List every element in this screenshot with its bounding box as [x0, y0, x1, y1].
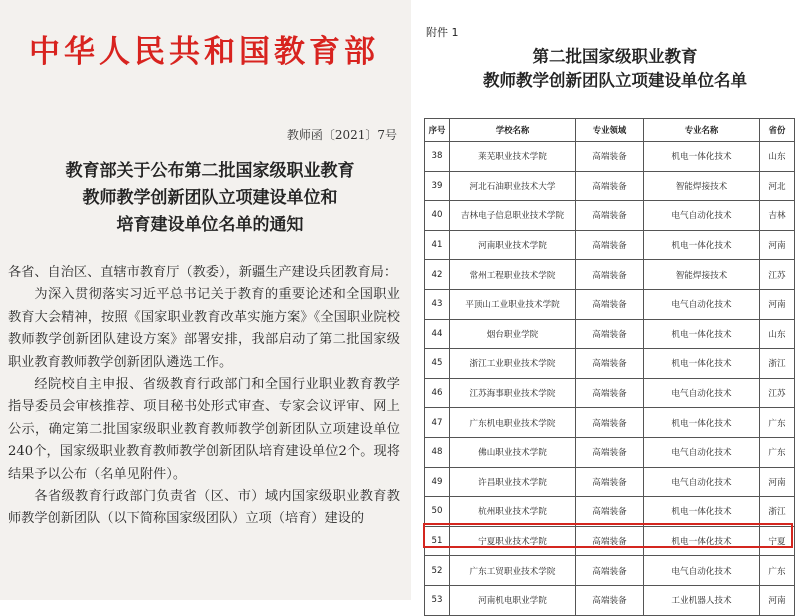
cell-index: 52: [425, 556, 450, 586]
notice-paragraph: 各省级教育行政部门负责省（区、市）域内国家级职业教育教师教学创新团队（以下简称国家级团队）立项（培育）建设的: [8, 489, 400, 527]
cell-major: 工业机器人技术: [644, 585, 760, 615]
cell-province: 山东: [760, 142, 795, 172]
cell-province: 江苏: [760, 378, 795, 408]
column-header-index: 序号: [425, 119, 450, 142]
table-row: [425, 260, 795, 290]
cell-school-name: 河南机电职业学院: [450, 585, 576, 615]
cell-index: 51: [425, 526, 450, 556]
cell-index: 40: [425, 201, 450, 231]
cell-major: 电气自动化技术: [644, 378, 760, 408]
cell-major: 机电一体化技术: [644, 319, 760, 349]
cell-field: 高端装备: [576, 349, 644, 379]
table-row: [425, 378, 795, 408]
cell-index: 38: [425, 142, 450, 172]
table-row: [425, 585, 795, 615]
column-header-field: 专业领域: [576, 119, 644, 142]
attachment-label: 附件 1: [426, 26, 459, 39]
attachment-title-line: 第二批国家级职业教育: [532, 47, 698, 66]
cell-major: 机电一体化技术: [644, 142, 760, 172]
cell-field: 高端装备: [576, 585, 644, 615]
cell-province: 河南: [760, 289, 795, 319]
notice-paragraph: 为深入贯彻落实习近平总书记关于教育的重要论述和全国职业教育大会精神，按照《国家职业教育改革实施方案》《全国职业院校教师教学创新团队建设方案》部署安排，我部启动了第二批国家级职业教育教师教学创新团队遴选工作。: [8, 287, 400, 370]
cell-index: 42: [425, 260, 450, 290]
column-header-major: 专业名称: [644, 119, 760, 142]
table-row: [425, 349, 795, 379]
cell-index: 47: [425, 408, 450, 438]
notice-title: [40, 158, 380, 239]
cell-major: 机电一体化技术: [644, 230, 760, 260]
cell-major: 电气自动化技术: [644, 437, 760, 467]
column-header-province: 省份: [760, 119, 795, 142]
table-row: [425, 408, 795, 438]
cell-school-name: 河南职业技术学院: [450, 230, 576, 260]
cell-school-name: 宁夏职业技术学院: [450, 526, 576, 556]
table-row: [425, 230, 795, 260]
table-row-highlighted: [425, 556, 795, 586]
cell-province: 广东: [760, 408, 795, 438]
notice-paragraph: 经院校自主申报、省级教育行政部门和全国行业职业教育教学指导委员会审核推荐、项目秘书处形式审查、专家会议评审、网上公示，确定第二批国家级职业教育教师教学创新团队立项建设单位240个，国家级职业教育教师教学创新团队培育建设单位2个。现将结果予以公布（名单见附件）。: [8, 377, 400, 482]
cell-major: 电气自动化技术: [644, 201, 760, 231]
notice-title-line: 培育建设单位名单的通知: [116, 215, 304, 235]
attachment-title-line: 教师教学创新团队立项建设单位名单: [483, 71, 747, 90]
table-row: [425, 319, 795, 349]
cell-province: 河南: [760, 230, 795, 260]
cell-field: 高端装备: [576, 467, 644, 497]
cell-index: 41: [425, 230, 450, 260]
table-row: [425, 201, 795, 231]
cell-field: 高端装备: [576, 230, 644, 260]
cell-index: 46: [425, 378, 450, 408]
cell-field: 高端装备: [576, 142, 644, 172]
column-header-school: 学校名称: [450, 119, 576, 142]
cell-index: 39: [425, 171, 450, 201]
cell-field: 高端装备: [576, 408, 644, 438]
cell-school-name: 许昌职业技术学院: [450, 467, 576, 497]
cell-province: 浙江: [760, 349, 795, 379]
cell-field: 高端装备: [576, 319, 644, 349]
cell-field: 高端装备: [576, 260, 644, 290]
cell-index: 43: [425, 289, 450, 319]
cell-province: 吉林: [760, 201, 795, 231]
cell-field: 高端装备: [576, 201, 644, 231]
cell-field: 高端装备: [576, 497, 644, 527]
attachment-page: [420, 0, 798, 607]
cell-major: 智能焊接技术: [644, 260, 760, 290]
cell-school-name: 江苏海事职业技术学院: [450, 378, 576, 408]
cell-school-name: 烟台职业学院: [450, 319, 576, 349]
table-row: [425, 497, 795, 527]
cell-field: 高端装备: [576, 289, 644, 319]
cell-school-name: 佛山职业技术学院: [450, 437, 576, 467]
cell-school-name: 广东机电职业技术学院: [450, 408, 576, 438]
table-header-row: [425, 119, 795, 142]
cell-major: 智能焊接技术: [644, 171, 760, 201]
cell-index: 50: [425, 497, 450, 527]
cell-major: 电气自动化技术: [644, 556, 760, 586]
cell-index: 48: [425, 437, 450, 467]
cell-field: 高端装备: [576, 556, 644, 586]
cell-field: 高端装备: [576, 171, 644, 201]
cell-school-name: 广东工贸职业技术学院: [450, 556, 576, 586]
notice-title-line: 教育部关于公布第二批国家级职业教育: [65, 161, 355, 181]
attachment-title: [440, 45, 790, 93]
cell-index: 49: [425, 467, 450, 497]
notice-salutation: 各省、自治区、直辖市教育厅（教委），新疆生产建设兵团教育局：: [8, 265, 398, 280]
cell-major: 机电一体化技术: [644, 349, 760, 379]
cell-field: 高端装备: [576, 526, 644, 556]
cell-major: 机电一体化技术: [644, 526, 760, 556]
cell-school-name: 杭州职业技术学院: [450, 497, 576, 527]
table-row: [425, 526, 795, 556]
cell-province: 山东: [760, 319, 795, 349]
cell-school-name: 浙江工业职业技术学院: [450, 349, 576, 379]
cell-province: 宁夏: [760, 526, 795, 556]
table-row: [425, 437, 795, 467]
cell-school-name: 吉林电子信息职业技术学院: [450, 201, 576, 231]
cell-index: 45: [425, 349, 450, 379]
table-row: [425, 142, 795, 172]
cell-province: 浙江: [760, 497, 795, 527]
cell-major: 电气自动化技术: [644, 289, 760, 319]
table-row: [425, 289, 795, 319]
document-number: 教师函〔2021〕7号: [286, 128, 397, 142]
table-row: [425, 171, 795, 201]
cell-province: 广东: [760, 556, 795, 586]
cell-province: 广东: [760, 437, 795, 467]
roster-table: [424, 118, 795, 616]
cell-province: 河南: [760, 467, 795, 497]
cell-school-name: 常州工程职业技术学院: [450, 260, 576, 290]
ministry-header: 中华人民共和国教育部: [29, 34, 379, 70]
cell-school-name: 莱芜职业技术学院: [450, 142, 576, 172]
notice-title-line: 教师教学创新团队立项建设单位和: [82, 188, 338, 208]
cell-province: 河北: [760, 171, 795, 201]
cell-field: 高端装备: [576, 437, 644, 467]
table-row: [425, 467, 795, 497]
cell-major: 机电一体化技术: [644, 408, 760, 438]
cell-province: 江苏: [760, 260, 795, 290]
cell-school-name: 河北石油职业技术大学: [450, 171, 576, 201]
cell-index: 53: [425, 585, 450, 615]
cell-major: 机电一体化技术: [644, 497, 760, 527]
cell-school-name: 平顶山工业职业技术学院: [450, 289, 576, 319]
cell-field: 高端装备: [576, 378, 644, 408]
cell-major: 电气自动化技术: [644, 467, 760, 497]
cell-index: 44: [425, 319, 450, 349]
table-body: [425, 142, 795, 616]
notice-body: [8, 262, 400, 531]
cell-province: 河南: [760, 585, 795, 615]
